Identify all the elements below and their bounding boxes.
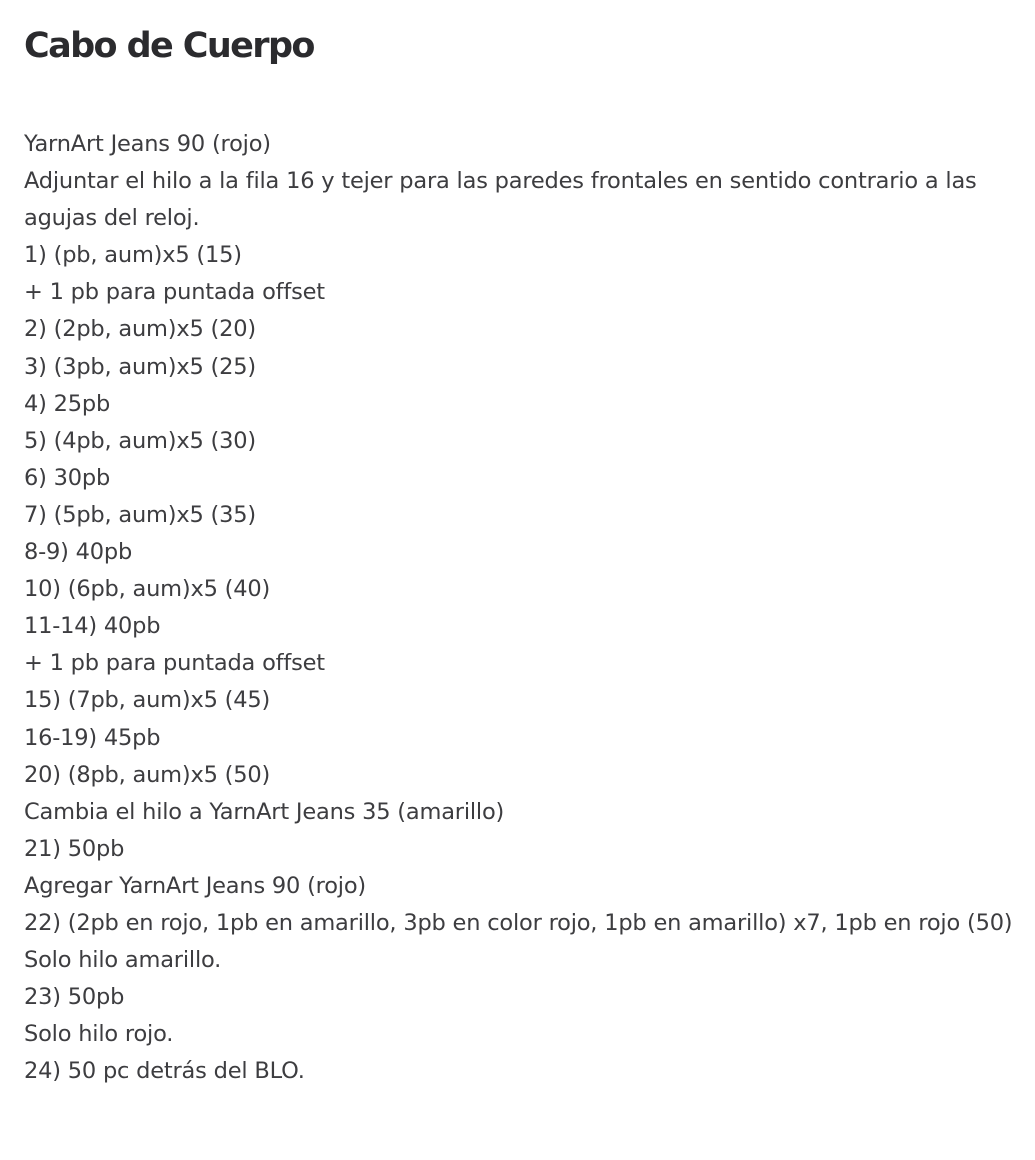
instruction-line: Cambia el hilo a YarnArt Jeans 35 (amarillo) xyxy=(24,798,505,825)
instruction-line: 16-19) 45pb xyxy=(24,724,161,751)
instruction-line: 24) 50 pc detrás del BLO. xyxy=(24,1058,305,1085)
instruction-line: 4) 25pb xyxy=(24,390,111,417)
instruction-line: 20) (8pb, aum)x5 (50) xyxy=(24,761,271,788)
instruction-line: 8-9) 40pb xyxy=(24,539,133,566)
instruction-line: 22) (2pb en rojo, 1pb en amarillo, 3pb en color rojo, 1pb en amarillo) x7, 1pb en rojo (50) xyxy=(24,909,1013,936)
instruction-line: 3) (3pb, aum)x5 (25) xyxy=(24,353,256,380)
instruction-line: Solo hilo rojo. xyxy=(24,1021,174,1048)
instruction-line: Agregar YarnArt Jeans 90 (rojo) xyxy=(24,872,366,899)
instruction-line: + 1 pb para puntada offset xyxy=(24,650,325,677)
instruction-line: 23) 50pb xyxy=(24,984,125,1011)
instruction-line: 1) (pb, aum)x5 (15) xyxy=(24,242,242,269)
page-title: Cabo de Cuerpo xyxy=(24,26,314,66)
pattern-instructions xyxy=(24,126,1014,1090)
instruction-line: 5) (4pb, aum)x5 (30) xyxy=(24,427,256,454)
instruction-line: 11-14) 40pb xyxy=(24,613,161,640)
instruction-line: 6) 30pb xyxy=(24,464,111,491)
instruction-line: 2) (2pb, aum)x5 (20) xyxy=(24,316,256,343)
instruction-line: 7) (5pb, aum)x5 (35) xyxy=(24,501,256,528)
instruction-line: Adjuntar el hilo a la fila 16 y tejer para las paredes frontales en sentido contrario a las agujas del reloj. xyxy=(24,168,977,232)
article xyxy=(24,22,1014,1090)
instruction-line: Solo hilo amarillo. xyxy=(24,947,222,974)
instruction-line: 10) (6pb, aum)x5 (40) xyxy=(24,576,271,603)
instruction-line: 21) 50pb xyxy=(24,835,125,862)
instruction-line: YarnArt Jeans 90 (rojo) xyxy=(24,131,271,157)
instruction-line: 15) (7pb, aum)x5 (45) xyxy=(24,687,271,714)
instruction-line: + 1 pb para puntada offset xyxy=(24,279,325,306)
